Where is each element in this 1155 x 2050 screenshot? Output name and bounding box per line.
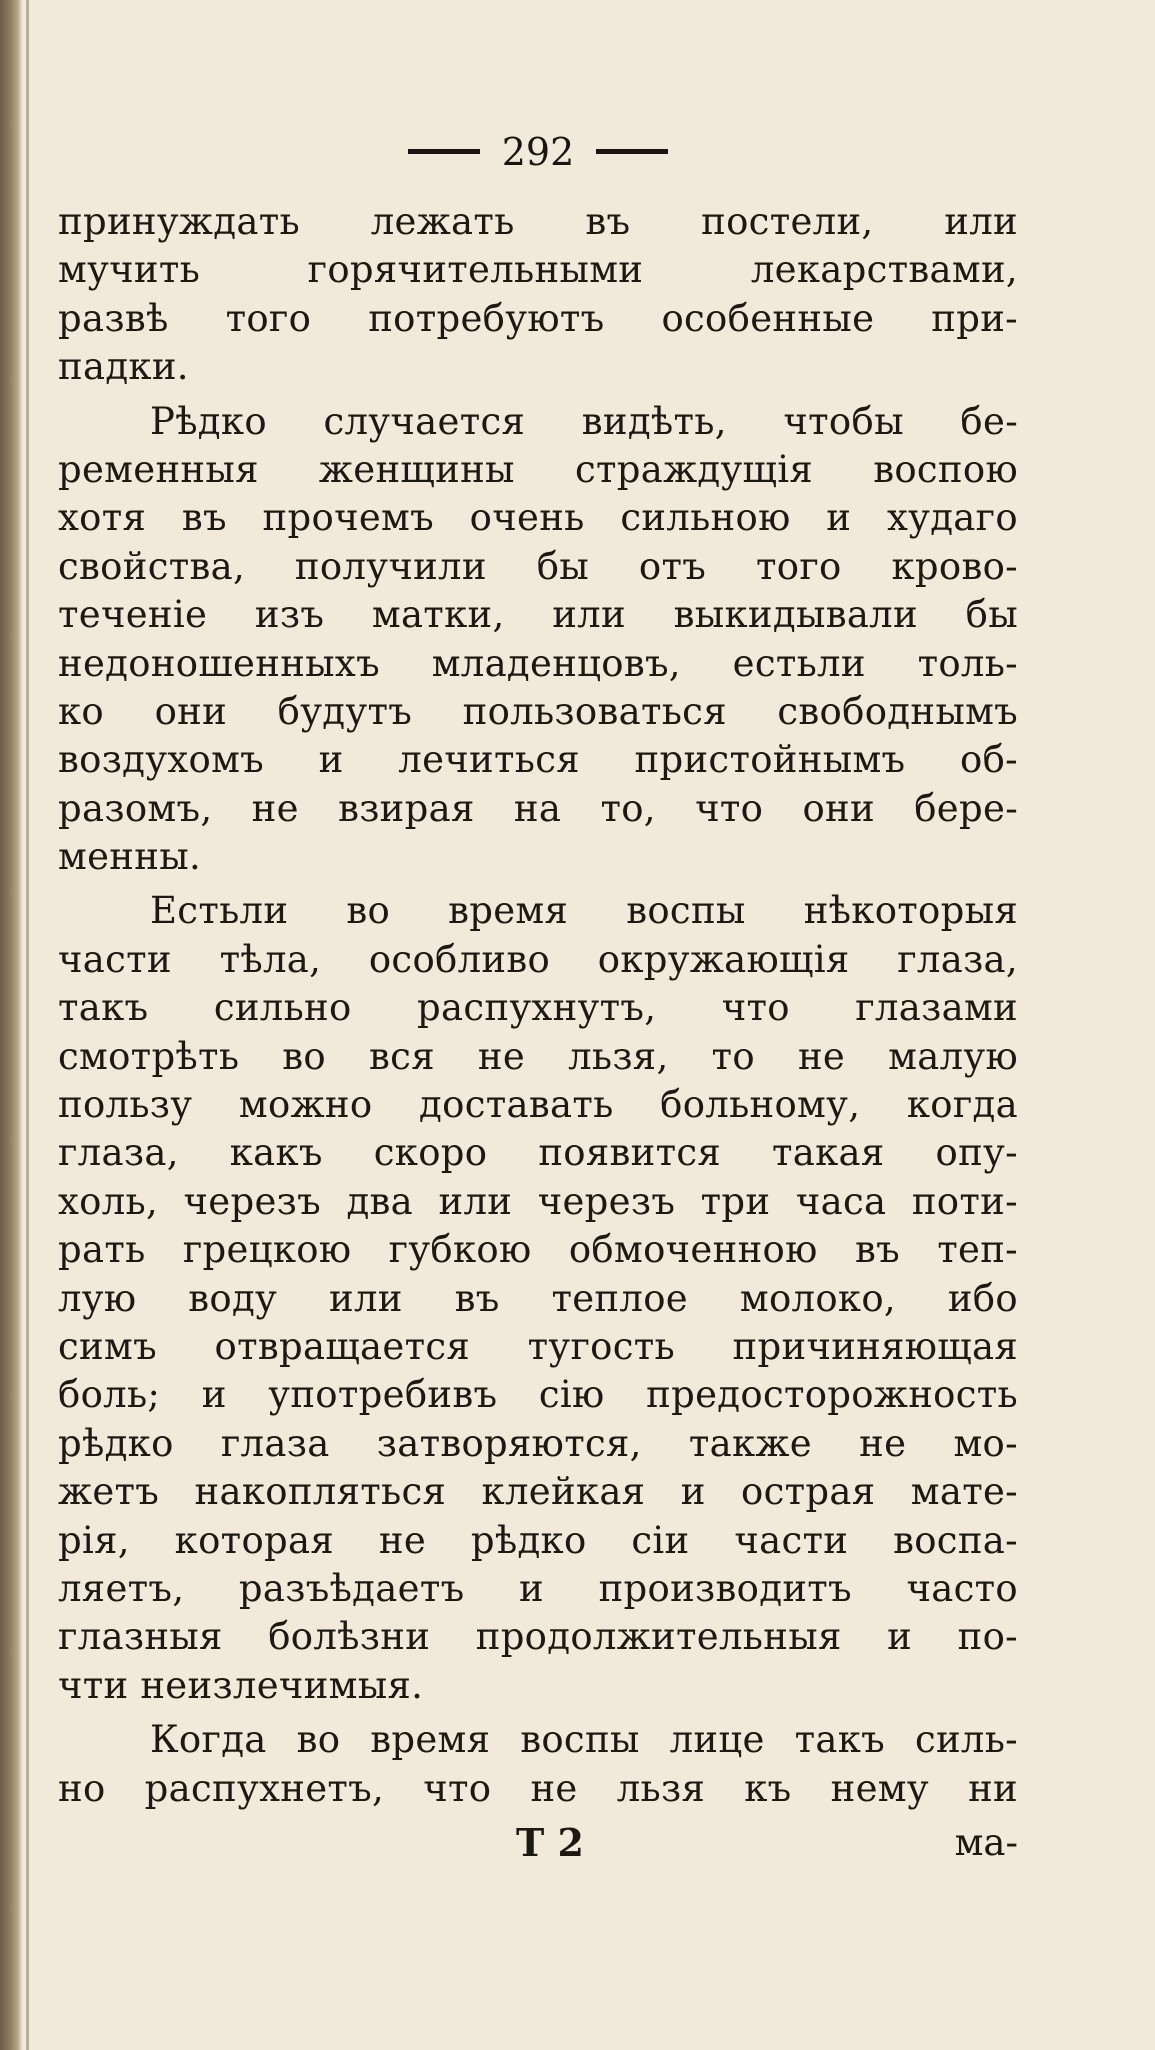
word: и xyxy=(201,1373,227,1417)
body-text xyxy=(58,198,1018,1813)
word: въ xyxy=(585,200,631,243)
text-line xyxy=(58,1420,1018,1468)
word: отвращается xyxy=(214,1324,471,1368)
text-line xyxy=(58,640,1018,688)
word: сіи xyxy=(631,1518,690,1562)
word: худаго xyxy=(886,496,1018,540)
word: черезъ xyxy=(183,1179,321,1223)
word: ко xyxy=(58,689,105,733)
paragraph xyxy=(58,887,1018,1710)
word: рѣдко xyxy=(470,1518,587,1562)
word: что xyxy=(423,1766,492,1810)
word: крово- xyxy=(891,544,1018,588)
word: Когда xyxy=(150,1718,267,1762)
text-line xyxy=(58,1178,1018,1226)
word: клейкая xyxy=(481,1470,646,1514)
page-gutter-edge xyxy=(0,0,22,2050)
word: развѣ xyxy=(58,296,169,340)
text-line xyxy=(58,494,1018,542)
word: воспы xyxy=(520,1718,640,1762)
text-line xyxy=(58,1765,1018,1813)
word: часа xyxy=(795,1179,887,1223)
word: чтобы xyxy=(783,399,904,443)
word: воду xyxy=(188,1276,278,1320)
word: и xyxy=(519,1566,544,1610)
word: теп- xyxy=(937,1228,1018,1272)
word: теченіе xyxy=(58,593,208,637)
word: воспа- xyxy=(893,1518,1018,1562)
word: опу- xyxy=(935,1131,1018,1175)
word: то xyxy=(711,1034,755,1078)
word: воздухомъ xyxy=(58,738,265,782)
catchword: ма- xyxy=(954,1820,1018,1864)
word: того xyxy=(755,544,842,588)
word: или xyxy=(438,1179,513,1223)
word: льзя, xyxy=(568,1034,669,1078)
word: и xyxy=(887,1615,913,1659)
word: время xyxy=(448,889,569,933)
word: Естьли xyxy=(150,889,289,933)
word: и xyxy=(318,738,344,782)
word: время xyxy=(370,1718,491,1762)
word: и xyxy=(826,496,852,540)
word: рія, xyxy=(58,1518,130,1562)
word: толь- xyxy=(917,641,1018,685)
word: матки, xyxy=(371,593,505,637)
word: бе- xyxy=(960,399,1018,443)
text-line xyxy=(58,1226,1018,1274)
word: страждущія xyxy=(574,447,814,491)
word: мучить xyxy=(58,248,201,292)
text-line xyxy=(58,591,1018,639)
word: во xyxy=(346,889,391,933)
word: они xyxy=(154,689,228,733)
word: вся xyxy=(369,1034,435,1078)
word: распухнутъ, xyxy=(417,986,657,1030)
word: губкою xyxy=(388,1228,532,1272)
word: накопляться xyxy=(194,1470,447,1514)
word: ляетъ, xyxy=(58,1566,185,1610)
text-line xyxy=(58,1129,1018,1177)
word: такая xyxy=(771,1131,885,1175)
word: недоношенныхъ xyxy=(58,641,380,685)
word: такъ xyxy=(58,986,149,1030)
word: мо- xyxy=(953,1421,1018,1465)
word: об- xyxy=(960,738,1018,782)
word: предосторожность xyxy=(646,1373,1018,1417)
word: затворяются, xyxy=(376,1421,642,1465)
word: что xyxy=(695,786,764,830)
word: лечиться xyxy=(398,738,580,782)
word: окружающія xyxy=(597,937,850,981)
word: употребивъ xyxy=(268,1373,498,1417)
word: выкидывали xyxy=(673,593,918,637)
word: холь, xyxy=(58,1179,159,1223)
word: два xyxy=(346,1179,414,1223)
word: къ xyxy=(744,1766,792,1810)
page-header xyxy=(58,128,1018,176)
word: грецкою xyxy=(182,1228,352,1272)
word: молоко, xyxy=(739,1276,896,1320)
word: воспою xyxy=(873,447,1018,491)
word: или xyxy=(552,593,626,637)
word: постели, xyxy=(701,200,874,243)
word: горячительными xyxy=(307,248,644,292)
word: что xyxy=(721,986,790,1030)
text-line xyxy=(58,688,1018,736)
word: свойства, xyxy=(58,544,246,588)
word: особливо xyxy=(368,937,551,981)
header-dash-right xyxy=(596,149,668,154)
word: но xyxy=(58,1766,106,1810)
word: то, xyxy=(600,786,656,830)
text-line xyxy=(58,1275,1018,1323)
word: лую xyxy=(58,1276,137,1320)
word: больному, xyxy=(660,1083,861,1127)
text-line xyxy=(58,1613,1018,1661)
word: обмоченною xyxy=(568,1228,818,1272)
word: свободнымъ xyxy=(777,689,1018,733)
word: во xyxy=(296,1718,341,1762)
word: глазныя xyxy=(58,1615,223,1659)
word: ибо xyxy=(947,1276,1018,1320)
word: также xyxy=(688,1421,812,1465)
word: сію xyxy=(538,1373,605,1417)
word: получили xyxy=(294,544,487,588)
word: сильною xyxy=(620,496,791,540)
word: рать xyxy=(58,1228,146,1272)
text-line xyxy=(58,398,1018,446)
word: чти xyxy=(58,1663,129,1707)
word: принуждать xyxy=(58,200,300,243)
text-line xyxy=(58,446,1018,494)
text-line xyxy=(58,984,1018,1032)
text-line xyxy=(58,1468,1018,1516)
word: когда xyxy=(906,1083,1018,1127)
word: пристойнымъ xyxy=(634,738,906,782)
header-dash-left xyxy=(408,149,480,154)
word: части xyxy=(58,937,172,981)
word: которая xyxy=(174,1518,335,1562)
word: падки. xyxy=(58,345,189,389)
word: не xyxy=(859,1421,907,1465)
page-footer xyxy=(58,1817,1018,1869)
word: появится xyxy=(538,1131,722,1175)
word: теплое xyxy=(551,1276,688,1320)
word: отъ xyxy=(638,544,707,588)
word: льзя xyxy=(616,1766,706,1810)
word: видѣть, xyxy=(581,399,727,443)
word: будутъ xyxy=(277,689,413,733)
text-line xyxy=(58,1565,1018,1613)
word: изъ xyxy=(254,593,325,637)
word: части xyxy=(734,1518,849,1562)
word: бы xyxy=(965,593,1018,637)
word: Рѣдко xyxy=(150,399,267,443)
text-line xyxy=(58,785,1018,833)
word: прочемъ xyxy=(262,496,434,540)
word: тѣла, xyxy=(219,937,322,981)
word: продолжительныя xyxy=(475,1615,842,1659)
text-line xyxy=(58,1323,1018,1371)
text-line xyxy=(58,1081,1018,1129)
word: какъ xyxy=(229,1131,323,1175)
word: лице xyxy=(669,1718,765,1762)
word: симъ xyxy=(58,1324,157,1368)
word: неизлечимыя. xyxy=(140,1663,424,1707)
word: боль; xyxy=(58,1373,161,1417)
word: часто xyxy=(906,1566,1018,1610)
word: въ xyxy=(854,1228,900,1272)
word: пользоваться xyxy=(462,689,727,733)
word: пользу xyxy=(58,1083,193,1127)
word: малую xyxy=(888,1034,1018,1078)
word: не xyxy=(477,1034,526,1078)
word: жетъ xyxy=(58,1470,160,1514)
text-line xyxy=(58,1371,1018,1419)
word: не xyxy=(378,1518,427,1562)
word: воспы xyxy=(626,889,746,933)
word: женщины xyxy=(318,447,515,491)
text-line xyxy=(58,343,1018,391)
word: хотя xyxy=(58,496,147,540)
word: сильно xyxy=(213,986,352,1030)
text-line xyxy=(58,198,1018,246)
word: разомъ, xyxy=(58,786,213,830)
word: менны. xyxy=(58,835,202,879)
word: на xyxy=(513,786,562,830)
word: въ xyxy=(454,1276,500,1320)
word: ни xyxy=(968,1766,1018,1810)
word: нему xyxy=(830,1766,929,1810)
page-gutter-shadow xyxy=(26,0,29,2050)
book-page xyxy=(58,128,1018,1869)
text-line xyxy=(58,295,1018,343)
word: силь- xyxy=(914,1718,1018,1762)
text-line xyxy=(58,936,1018,984)
word: младенцовъ, xyxy=(431,641,681,685)
word: черезъ xyxy=(537,1179,676,1223)
word: во xyxy=(282,1034,327,1078)
word: тугость xyxy=(527,1324,675,1368)
word: потребуютъ xyxy=(368,296,605,340)
word: мате- xyxy=(910,1470,1018,1514)
word: болѣзни xyxy=(268,1615,431,1659)
word: бы xyxy=(536,544,590,588)
text-line xyxy=(58,246,1018,294)
text-line xyxy=(58,1662,1018,1710)
word: острая xyxy=(741,1470,876,1514)
word: разъѣдаетъ xyxy=(238,1566,465,1610)
word: нѣкоторыя xyxy=(803,889,1018,933)
text-line xyxy=(58,543,1018,591)
word: не xyxy=(530,1766,578,1810)
word: такъ xyxy=(794,1718,885,1762)
word: поти- xyxy=(911,1179,1018,1223)
text-line xyxy=(58,1033,1018,1081)
word: взирая xyxy=(338,786,475,830)
word: доставать xyxy=(419,1083,614,1127)
page-number: 292 xyxy=(501,130,575,174)
word: или xyxy=(329,1276,403,1320)
paragraph xyxy=(58,1716,1018,1813)
paragraph xyxy=(58,398,1018,882)
word: не xyxy=(251,786,299,830)
word: три xyxy=(700,1179,771,1223)
word: глаза, xyxy=(58,1131,179,1175)
word: глаза xyxy=(220,1421,330,1465)
word: очень xyxy=(469,496,585,540)
text-line xyxy=(58,1517,1018,1565)
word: бере- xyxy=(914,786,1018,830)
word: или xyxy=(944,200,1018,243)
word: смотрѣть xyxy=(58,1034,240,1078)
text-line xyxy=(58,833,1018,881)
word: по- xyxy=(957,1615,1018,1659)
word: не xyxy=(797,1034,846,1078)
word: случается xyxy=(323,399,526,443)
word: и xyxy=(680,1470,706,1514)
word: глазами xyxy=(855,986,1018,1030)
word: естьли xyxy=(732,641,866,685)
word: лекарствами, xyxy=(750,248,1018,292)
word: причиняющая xyxy=(732,1324,1018,1368)
text-line xyxy=(58,887,1018,935)
word: можно xyxy=(238,1083,373,1127)
word: производитъ xyxy=(598,1566,852,1610)
word: того xyxy=(225,296,312,340)
word: особенные xyxy=(661,296,875,340)
text-line xyxy=(58,736,1018,784)
word: при- xyxy=(931,296,1018,340)
text-line xyxy=(58,1716,1018,1764)
word: въ xyxy=(181,496,227,540)
word: они xyxy=(802,786,875,830)
word: лежать xyxy=(370,200,515,243)
word: глаза, xyxy=(897,937,1018,981)
paragraph xyxy=(58,198,1018,392)
word: рѣдко xyxy=(58,1421,174,1465)
word: ременныя xyxy=(58,447,259,491)
word: скоро xyxy=(373,1131,488,1175)
word: распухнетъ, xyxy=(144,1766,385,1810)
signature-mark: Т 2 xyxy=(516,1819,584,1865)
